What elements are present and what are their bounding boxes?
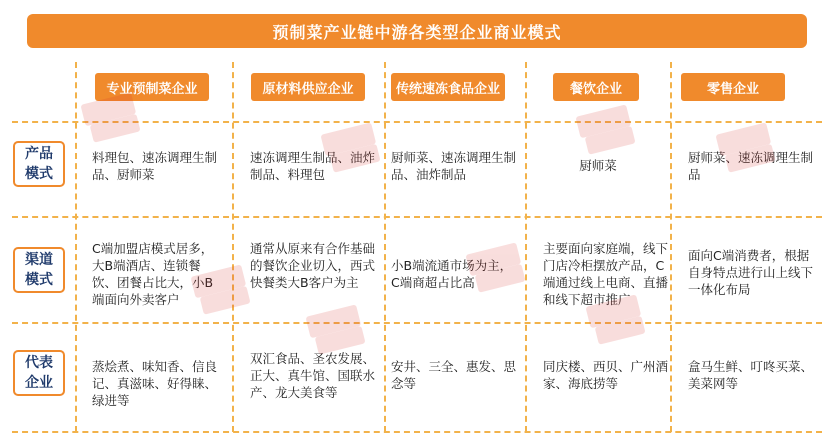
table-cell: C端加盟店模式居多，大B端酒店、连锁餐饮、团餐占比大，小B端面向外卖客户: [92, 241, 214, 307]
divider: [12, 121, 822, 123]
table-cell: 小B端流通市场为主，C端商超占比高: [391, 258, 513, 290]
table-cell: 料理包、速冻调理生制品、厨师菜: [92, 150, 218, 182]
column-header: 餐饮企业: [553, 73, 639, 101]
divider: [75, 62, 77, 432]
table-cell: 同庆楼、西贝、广州酒家、海底捞等: [543, 359, 669, 391]
divider: [525, 62, 527, 432]
column-header: 传统速冻食品企业: [391, 73, 505, 101]
watermark-logo-icon: [575, 104, 636, 159]
row-label-companies: [13, 350, 65, 396]
row-label-text: 产品模式: [25, 146, 53, 182]
table-cell: 双汇食品、圣农发展、正大、真牛馆、国联水产、龙大美食等: [250, 351, 376, 400]
row-label-text: 渠道模式: [25, 252, 53, 288]
divider: [12, 431, 822, 433]
table-cell: 通常从原来有合作基础的餐饮企业切入，西式快餐类大B客户为主: [250, 241, 376, 290]
table-cell: 厨师菜、速冻调理生制品、油炸制品: [391, 150, 517, 182]
table-cell: 厨师菜、速冻调理生制品: [688, 150, 814, 182]
table-cell: 速冻调理生制品、油炸制品、料理包: [250, 150, 376, 182]
table-cell: 盒马生鲜、叮咚买菜、美菜网等: [688, 359, 814, 391]
divider: [12, 216, 822, 218]
title-bar: [27, 14, 807, 48]
row-label-product: [13, 141, 65, 187]
column-header: 零售企业: [681, 73, 785, 101]
page-title: 预制菜产业链中游各类型企业商业模式: [272, 22, 562, 42]
divider: [670, 62, 672, 432]
table-cell: 蒸烩煮、味知香、信良记、真滋味、好得睐、绿进等: [92, 359, 218, 408]
table-cell: 安井、三全、惠发、思念等: [391, 359, 517, 391]
column-header: 专业预制菜企业: [95, 73, 209, 101]
table-cell: 厨师菜: [579, 158, 617, 173]
row-label-text: 代表企业: [25, 355, 53, 391]
table-cell: 面向C端消费者，根据自身特点进行山上线下一体化布局: [688, 248, 814, 297]
divider: [384, 62, 386, 432]
divider: [12, 322, 822, 324]
row-label-channel: [13, 247, 65, 293]
divider: [232, 62, 234, 432]
table-cell: 主要面向家庭端，线下门店冷柜摆放产品，C端通过线上电商、直播和线下超市推广: [543, 241, 669, 307]
column-header: 原材料供应企业: [251, 73, 365, 101]
